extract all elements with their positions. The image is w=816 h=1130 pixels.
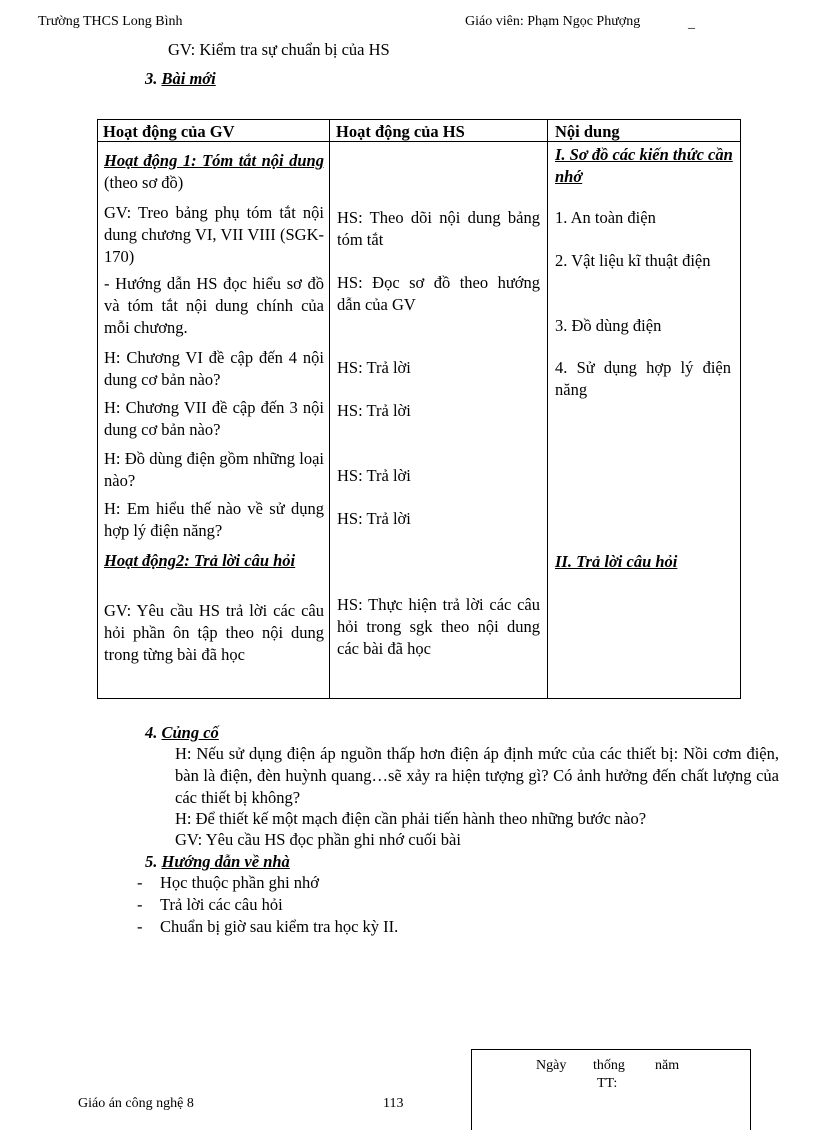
section4-question-1: H: Nếu sử dụng điện áp nguồn thấp hơn điện áp định mức của các thiết bị: Nồi cơm điện, bàn là điện, đèn huỳnh quang…sẽ xảy ra hiện tượng gì? Có ảnh hưởng đến chất lượng của các thiết bị không?	[175, 744, 779, 807]
homework-item-1: Học thuộc phần ghi nhớ	[160, 873, 320, 892]
section4-instruction: GV: Yêu cầu HS đọc phần ghi nhớ cuối bài	[175, 830, 461, 849]
homework-bullet: -	[137, 917, 143, 936]
gv-para-6: H: Em hiểu thế nào về sử dụng hợp lý điện năng?	[104, 499, 324, 540]
footer-subject: Giáo án công nghệ 8	[78, 1096, 194, 1111]
header-mark: _	[688, 16, 695, 31]
section4-question-2: H: Để thiết kế một mạch điện cần phải tiến hành theo những bước nào?	[175, 809, 647, 828]
nd-item-4: 4. Sử dụng hợp lý điện năng	[555, 358, 731, 399]
section5-title: Hướng dẫn về nhà	[161, 852, 290, 871]
hs-para-2: HS: Đọc sơ đồ theo hướng dẫn của GV	[337, 273, 540, 314]
homework-bullet: -	[137, 873, 143, 892]
homework-item-2: Trả lời các câu hỏi	[160, 895, 283, 914]
gv-para-7: GV: Yêu cầu HS trả lời các câu hỏi phần ôn tập theo nội dung trong từng bài đã học	[104, 601, 324, 664]
hs-para-7: HS: Thực hiện trả lời các câu hỏi trong sgk theo nội dung các bài đã học	[337, 595, 540, 658]
col-header-nd: Nội dung	[555, 122, 620, 141]
table-col-divider-2	[547, 119, 548, 699]
gv-activity1-suffix: (theo sơ đồ)	[104, 173, 184, 192]
table-border-top	[97, 119, 741, 120]
hs-para-4: HS: Trả lời	[337, 401, 411, 420]
section4-number: 4.	[145, 723, 158, 742]
hs-para-5: HS: Trả lời	[337, 466, 411, 485]
nd-item-3: 3. Đồ dùng điện	[555, 316, 662, 335]
section5-heading	[145, 851, 290, 873]
gv-para-4: H: Chương VII đề cập đến 3 nội dung cơ bản nào?	[104, 398, 324, 439]
check-line: GV: Kiểm tra sự chuẩn bị của HS	[168, 40, 390, 59]
section4-title: Củng cố	[161, 723, 219, 742]
section5-number: 5.	[145, 852, 158, 871]
homework-item-3: Chuẩn bị giờ sau kiểm tra học kỳ II.	[160, 917, 399, 936]
nd-item-1: 1. An toàn điện	[555, 208, 656, 227]
gv-para-1: GV: Treo bảng phụ tóm tắt nội dung chương VI, VII VIII (SGK-170)	[104, 203, 324, 266]
homework-bullet: -	[137, 895, 143, 914]
gv-para-3: H: Chương VI đề cập đến 4 nội dung cơ bản nào?	[104, 348, 324, 389]
table-border-right	[740, 119, 741, 699]
nd-section1-title: I. Sơ đồ các kiến thức cần nhớ	[555, 145, 733, 186]
nd-item-2: 2. Vật liệu kĩ thuật điện	[555, 251, 711, 270]
school-name: Trường THCS Long Bình	[38, 14, 183, 29]
approval-year-label: năm	[655, 1058, 680, 1073]
section3-title: Bài mới	[161, 69, 216, 88]
approval-day-label: Ngày	[536, 1058, 567, 1073]
col-header-hs: Hoạt động của HS	[336, 122, 465, 141]
approval-tt-label: TT:	[597, 1076, 618, 1091]
hs-para-1: HS: Theo dõi nội dung bảng tóm tắt	[337, 208, 540, 249]
section4-heading	[145, 722, 219, 744]
hs-para-3: HS: Trả lời	[337, 358, 411, 377]
section3-heading	[145, 68, 216, 90]
gv-activity2-title: Hoạt động2: Trả lời câu hỏi	[104, 551, 296, 570]
teacher-name: Giáo viên: Phạm Ngọc Phượng	[465, 14, 641, 29]
gv-para-5: H: Đồ dùng điện gồm những loại nào?	[104, 449, 324, 490]
table-border-left	[97, 119, 98, 699]
nd-section2-title: II. Trả lời câu hỏi	[555, 552, 678, 571]
gv-activity1-title: Hoạt động 1: Tóm tắt nội dung	[104, 151, 324, 170]
page-number: 113	[383, 1096, 404, 1111]
approval-month-label: thống	[593, 1058, 625, 1073]
col-header-gv: Hoạt động của GV	[103, 122, 235, 141]
section3-number: 3.	[145, 69, 158, 88]
gv-activity1	[104, 150, 324, 194]
gv-para-2: - Hướng dẫn HS đọc hiểu sơ đồ và tóm tắt nội dung chính của mỗi chương.	[104, 274, 324, 337]
hs-para-6: HS: Trả lời	[337, 509, 411, 528]
table-col-divider-1	[329, 119, 330, 699]
table-border-bottom	[97, 698, 741, 699]
